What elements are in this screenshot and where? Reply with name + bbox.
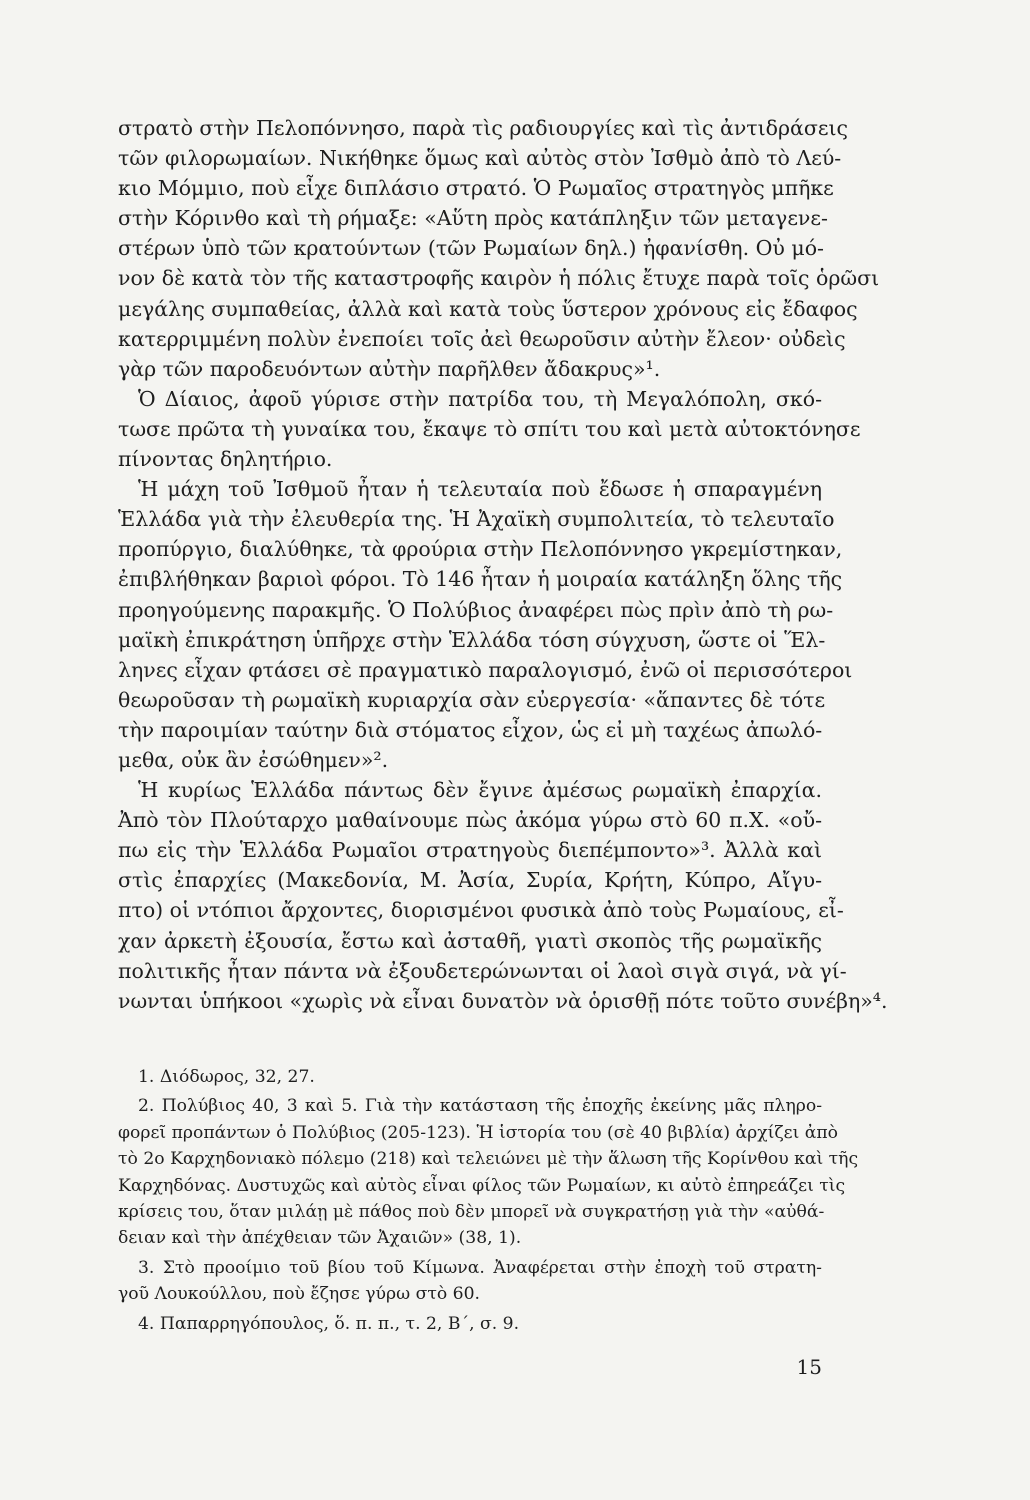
text-line: τὴν παροιμίαν ταύτην διὰ στόματος εἶχον, ὡς εἰ μὴ ταχέως ἀπωλό- — [118, 717, 823, 742]
text-line: στὶς ἐπαρχίες (Μακεδονία, Μ. Ἀσία, Συρία, Κρήτη, Κύπρο, Αἴγυ- — [118, 868, 822, 893]
text-line: πτο) οἱ ντόπιοι ἄρχοντες, διορισμένοι φυσικὰ ἀπὸ τοὺς Ρωμαίους, εἶ- — [118, 898, 844, 923]
text-line: γὰρ τῶν παροδευόντων αὐτὴν παρῆλθεν ἄδακρυς»¹. — [118, 356, 661, 381]
footnote-line: τὸ 2ο Καρχηδονιακὸ πόλεμο (218) καὶ τελειώνει μὲ τὴν ἅλωση τῆς Κορίνθου καὶ τῆς — [118, 1149, 859, 1170]
text-line: νωνται ὑπήκοοι «χωρὶς νὰ εἶναι δυνατὸν νὰ ὁρισθῇ πότε τοῦτο συνέβη»⁴. — [118, 988, 888, 1013]
text-line: μεθα, οὐκ ἂν ἐσώθημεν»². — [118, 747, 389, 772]
text-line: Ἡ κυρίως Ἑλλάδα πάντως δὲν ἔγινε ἀμέσως ρωμαϊκὴ ἐπαρχία. — [138, 778, 822, 803]
footnote-line: γοῦ Λουκούλλου, ποὺ ἔζησε γύρω στὸ 60. — [118, 1284, 480, 1305]
footnotes — [118, 1064, 859, 1337]
text-line: πίνοντας δηλητήριο. — [118, 447, 333, 472]
text-line: μαϊκὴ ἐπικράτηση ὑπῆρχε στὴν Ἑλλάδα τόση σύγχυση, ὥστε οἱ Ἕλ- — [118, 627, 826, 652]
footnote-line: δειαν καὶ τὴν ἀπέχθειαν τῶν Ἀχαιῶν» (38, 1). — [118, 1228, 522, 1249]
text-line: Ἡ μάχη τοῦ Ἰσθμοῦ ἦταν ἡ τελευταία ποὺ ἔδωσε ἡ σπαραγμένη — [138, 477, 822, 502]
text-line: στρατὸ στὴν Πελοπόννησο, παρὰ τὶς ραδιουργίες καὶ τὶς ἀντιδράσεις — [118, 116, 849, 140]
text-line: στέρων ὑπὸ τῶν κρατούντων (τῶν Ρωμαίων δηλ.) ἠφανίσθη. Οὐ μό- — [118, 236, 824, 261]
text-line: θεωροῦσαν τὴ ρωμαϊκὴ κυριαρχία σὰν εὐεργεσία· «ἅπαντες δὲ τότε — [118, 687, 826, 712]
footnote-line: 2. Πολύβιος 40, 3 καὶ 5. Γιὰ τὴν κατάσταση τῆς ἐποχῆς ἐκείνης μᾶς πληρο- — [138, 1096, 822, 1117]
footnote-line: 4. Παπαρρηγόπουλος, ὅ. π. π., τ. 2, Β΄, σ. 9. — [138, 1313, 520, 1334]
page-number: 15 — [796, 1355, 822, 1379]
text-line: Ὁ Δίαιος, ἀφοῦ γύρισε στὴν πατρίδα του, τὴ Μεγαλόπολη, σκό- — [138, 386, 822, 411]
text-line: ληνες εἶχαν φτάσει σὲ πραγματικὸ παραλογισμό, ἐνῶ οἱ περισσότεροι — [118, 657, 853, 682]
footnote-line: κρίσεις του, ὅταν μιλάῃ μὲ πάθος ποὺ δὲν μπορεῖ νὰ συγκρατήσῃ γιὰ τὴν «αὐθά- — [118, 1201, 825, 1222]
text-line: νον δὲ κατὰ τὸν τῆς καταστροφῆς καιρὸν ἡ πόλις ἔτυχε παρὰ τοῖς ὁρῶσι — [118, 266, 880, 291]
main-text — [118, 113, 888, 1016]
footnote-line: 1. Διόδωρος, 32, 27. — [138, 1067, 315, 1087]
footnote-line: 3. Στὸ προοίμιο τοῦ βίου τοῦ Κίμωνα. Ἀναφέρεται στὴν ἐποχὴ τοῦ στρατη- — [138, 1257, 822, 1278]
text-line: πολιτικῆς ἦταν πάντα νὰ ἐξουδετερώνωνται οἱ λαοὶ σιγὰ σιγά, νὰ γί- — [118, 958, 847, 983]
text-line: Ἑλλάδα γιὰ τὴν ἐλευθερία της. Ἡ Ἀχαϊκὴ συμπολιτεία, τὸ τελευταῖο — [118, 507, 835, 532]
text-line: προηγούμενης παρακμῆς. Ὁ Πολύβιος ἀναφέρει πὼς πρὶν ἀπὸ τὴ ρω- — [118, 597, 834, 622]
text-line: προπύργιο, διαλύθηκε, τὰ φρούρια στὴν Πελοπόννησο γκρεμίστηκαν, — [118, 537, 843, 562]
footnote-line: Καρχηδόνας. Δυστυχῶς καὶ αὐτὸς εἶναι φίλος τῶν Ρωμαίων, κι αὐτὸ ἐπηρεάζει τὶς — [118, 1175, 846, 1196]
footnote-line: φορεῖ προπάντων ὁ Πολύβιος (205-123). Ἡ ἱστορία του (σὲ 40 βιβλία) ἀρχίζει ἀπὸ — [118, 1122, 839, 1143]
text-line: μεγάλης συμπαθείας, ἀλλὰ καὶ κατὰ τοὺς ὕστερον χρόνους εἰς ἔδαφος — [118, 296, 858, 321]
text-line: τωσε πρῶτα τὴ γυναίκα του, ἔκαψε τὸ σπίτι του καὶ μετὰ αὐτοκτόνησε — [118, 416, 861, 441]
text-line: κιο Μόμμιο, ποὺ εἶχε διπλάσιο στρατό. Ὁ Ρωμαῖος στρατηγὸς μπῆκε — [118, 176, 834, 201]
text-line: ἐπιβλήθηκαν βαριοὶ φόροι. Τὸ 146 ἦταν ἡ μοιραία κατάληξη ὅλης τῆς — [118, 567, 843, 592]
text-line: χαν ἀρκετὴ ἐξουσία, ἔστω καὶ ἀσταθῆ, γιατὶ σκοπὸς τῆς ρωμαϊκῆς — [118, 928, 822, 953]
text-line: κατερριμμένη πολὺν ἐνεποίει τοῖς ἀεὶ θεωροῦσιν αὐτὴν ἔλεον· οὐδεὶς — [118, 326, 846, 351]
text-line: πω εἰς τὴν Ἑλλάδα Ρωμαῖοι στρατηγοὺς διεπέμποντο»³. Ἀλλὰ καὶ — [118, 838, 822, 863]
text-line: τῶν φιλορωμαίων. Νικήθηκε ὅμως καὶ αὐτὸς στὸν Ἰσθμὸ ἀπὸ τὸ Λεύ- — [118, 146, 842, 171]
text-line: στὴν Κόρινθο καὶ τὴ ρήμαξε: «Αὕτη πρὸς κατάπληξιν τῶν μεταγενε- — [118, 206, 828, 231]
text-line: Ἀπὸ τὸν Πλούταρχο μαθαίνουμε πὼς ἀκόμα γύρω στὸ 60 π.Χ. «οὔ- — [118, 808, 822, 833]
